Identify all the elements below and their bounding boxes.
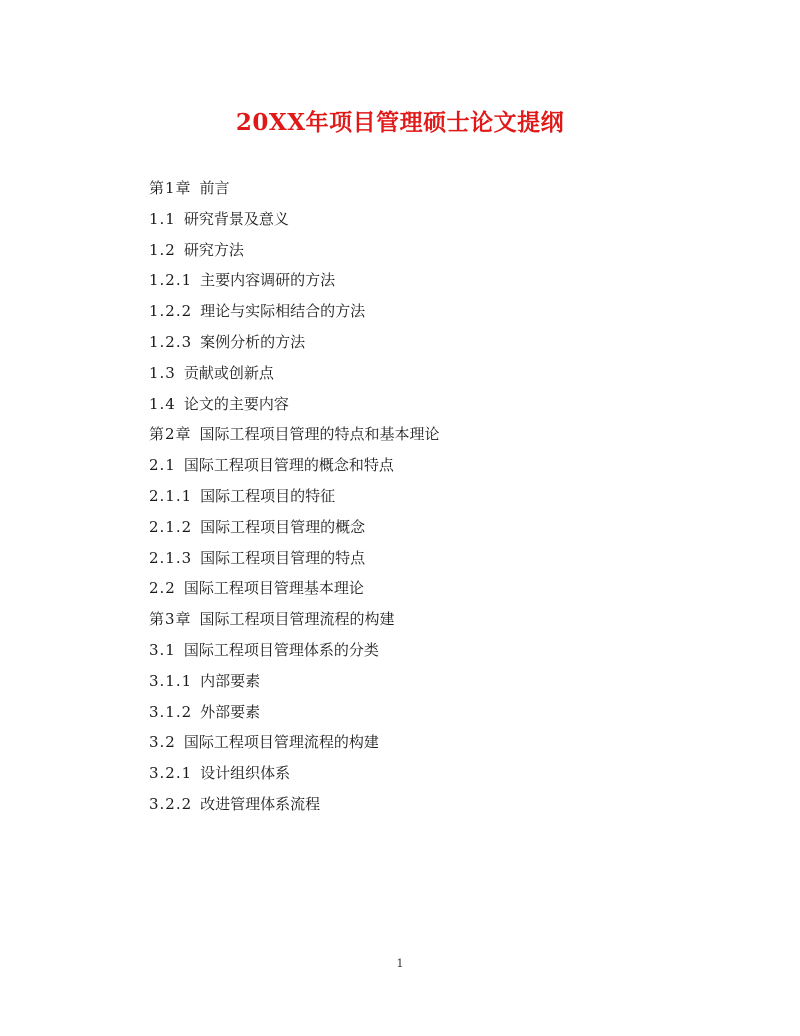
page-number: 1	[396, 957, 404, 970]
toc-item	[149, 389, 440, 420]
toc-item-number: 2.1.2	[149, 517, 193, 536]
toc-item-number: 2.2	[149, 579, 176, 598]
toc-item	[149, 512, 440, 543]
toc-item-number: 1.4	[149, 394, 176, 413]
toc-item-text: 论文的主要内容	[183, 394, 289, 413]
toc-item	[149, 327, 440, 358]
toc-item-number: 3.1.1	[149, 671, 193, 690]
toc-item-text: 国际工程项目管理的概念	[200, 517, 366, 536]
toc-item-number: 第2章	[149, 425, 192, 444]
toc-item-text: 国际工程项目管理的特点	[200, 548, 366, 567]
toc-item-text: 外部要素	[200, 702, 261, 721]
toc-item-number: 第1章	[149, 179, 192, 197]
toc-item-text: 设计组织体系	[200, 764, 291, 783]
toc-item	[149, 358, 440, 389]
toc-item	[149, 789, 440, 820]
toc-item	[149, 235, 440, 266]
toc-item-text: 前言	[199, 179, 230, 197]
toc-item-number: 3.2.2	[149, 794, 193, 813]
toc-item-text: 国际工程项目管理流程的构建	[199, 610, 395, 629]
toc-item	[149, 604, 440, 635]
toc-item-text: 改进管理体系流程	[200, 794, 321, 813]
toc-item-text: 贡献或创新点	[183, 363, 274, 382]
toc-item-number: 1.1	[149, 209, 176, 228]
document-title: 20XX年项目管理硕士论文提纲	[235, 109, 565, 136]
toc-item-number: 2.1.1	[149, 486, 193, 505]
toc-item	[149, 573, 440, 604]
toc-item-text: 国际工程项目管理流程的构建	[183, 733, 379, 752]
toc-item-text: 内部要素	[200, 671, 261, 690]
toc-item-number: 1.2.1	[149, 271, 193, 290]
toc-item	[149, 727, 440, 758]
toc-item-number: 第3章	[149, 610, 192, 629]
toc-item-number: 3.2.1	[149, 764, 193, 783]
toc-item	[149, 635, 440, 666]
toc-item-text: 研究方法	[183, 240, 244, 259]
toc-item	[149, 697, 440, 728]
toc-item-number: 3.1	[149, 640, 176, 659]
toc-item-text: 研究背景及意义	[183, 209, 289, 228]
toc-item	[149, 481, 440, 512]
toc-item-number: 1.2	[149, 240, 176, 259]
toc-item-number: 3.2	[149, 733, 176, 752]
toc-item-text: 国际工程项目管理的特点和基本理论	[199, 425, 440, 444]
toc-item	[149, 296, 440, 327]
toc-item	[149, 450, 440, 481]
toc-item-text: 理论与实际相结合的方法	[200, 302, 366, 321]
toc-item-text: 主要内容调研的方法	[200, 271, 336, 290]
toc-item-number: 1.2.2	[149, 302, 193, 321]
table-of-contents	[149, 173, 440, 820]
toc-item-text: 国际工程项目管理的概念和特点	[183, 456, 394, 475]
toc-item-text: 案例分析的方法	[200, 332, 306, 351]
toc-item-number: 1.2.3	[149, 332, 193, 351]
toc-item-text: 国际工程项目管理体系的分类	[183, 640, 379, 659]
toc-item	[149, 419, 440, 450]
toc-item	[149, 204, 440, 235]
toc-item-number: 2.1	[149, 456, 176, 475]
toc-item-text: 国际工程项目的特征	[200, 486, 336, 505]
toc-item	[149, 265, 440, 296]
toc-item	[149, 173, 440, 204]
toc-item	[149, 666, 440, 697]
toc-item-number: 1.3	[149, 363, 176, 382]
toc-item-number: 2.1.3	[149, 548, 193, 567]
toc-item	[149, 758, 440, 789]
toc-item-text: 国际工程项目管理基本理论	[183, 579, 364, 598]
toc-item	[149, 543, 440, 574]
toc-item-number: 3.1.2	[149, 702, 193, 721]
